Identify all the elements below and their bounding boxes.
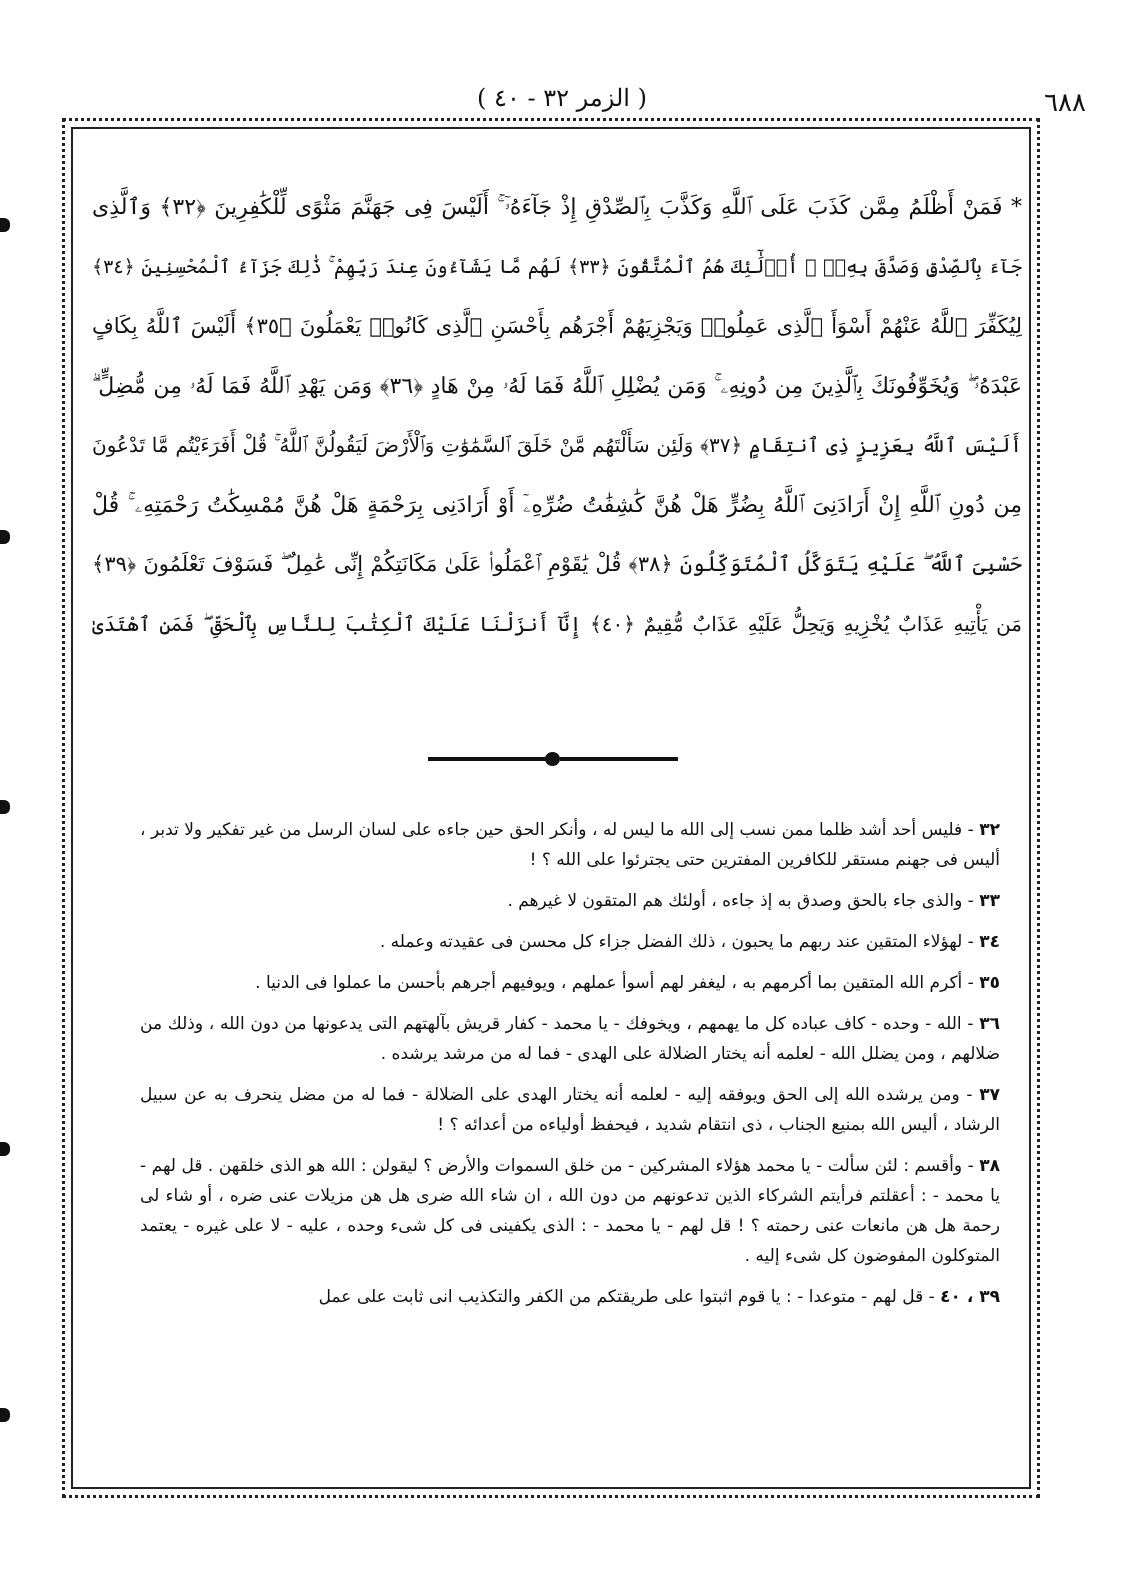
divider-bar-left	[428, 757, 546, 761]
verse-number: ٣٥	[979, 973, 1000, 993]
verse-number: ٣٤	[979, 932, 1000, 952]
quran-line: حَسْبِىَ ٱللَّهُ ۖ عَلَيْهِ يَتَوَكَّلُ ٱلْمُتَوَكِّلُونَ ﴿٣٨﴾ قُلْ يَٰقَوْمِ ٱعْمَلُوا۟ عَلَىٰ مَكَانَتِكُمْ إِنِّى عَٰمِلٌ ۖ فَسَوْفَ تَعْلَمُونَ ﴿٣٩﴾	[92, 552, 1022, 576]
verse-number: ٣٦	[979, 1014, 1000, 1034]
quran-text-block	[92, 178, 1022, 654]
tafsir-paragraph: ٣٣ - والذى جاء بالحق وصدق به إذ جاءه ، أولئك هم المتقون لا غيرهم .	[507, 891, 1000, 911]
binding-mark-icon	[0, 218, 10, 232]
tafsir-text: الله - وحده - كاف عباده كل ما يهمهم ، ويخوفك - يا محمد - كفار قريش بآلهتهم التى يدعونها من دون الله ، وذلك من ضلالهم ، ومن يضلل الله - لعلمه أنه يختار الضلالة على الهدى - فما له من مرشد يرشده .	[140, 1014, 1000, 1064]
quran-line: أَلَيْسَ ٱللَّهُ بِعَزِيزٍ ذِى ٱنتِقَامٍ ﴿٣٧﴾ وَلَئِن سَأَلْتَهُم مَّنْ خَلَقَ ٱلسَّمَٰوَٰتِ وَٱلْأَرْضَ لَيَقُولُنَّ ٱللَّهُ ۚ قُلْ أَفَرَءَيْتُم مَّا تَدْعُونَ	[92, 433, 1022, 457]
tafsir-paragraph: ٣٧ - ومن يرشده الله إلى الحق ويوفقه إليه - لعلمه أنه يختار الهدى على الضلالة - فما له من مضل ينحرف به عن سبيل الرشاد ، أليس الله بمنيع الجناب ، ذى انتقام شديد ، فيحفظ أولياءه من أعدائه ؟ !	[140, 1085, 1000, 1135]
surah-header: ( الزمر ٣٢ - ٤٠ )	[477, 84, 647, 112]
verse-number: ٣٩ ، ٤٠	[940, 1287, 1000, 1307]
tafsir-paragraph: ٣٥ - أكرم الله المتقين بما أكرمهم به ، ليغفر لهم أسوأ عملهم ، ويوفيهم أجرهم بأحسن ما عملوا فى الدنيا .	[255, 973, 1000, 993]
binding-mark-icon	[0, 1142, 10, 1156]
tafsir-paragraph: ٣٢ - فليس أحد أشد ظلما ممن نسب إلى الله ما ليس له ، وأنكر الحق حين جاءه على لسان الرسل من غير تفكير ولا تدبر ، أليس فى جهنم مستقر للكافرين المفترين حتى يجترئوا على الله ؟ !	[140, 820, 1000, 870]
tafsir-text: ومن يرشده الله إلى الحق ويوفقه إليه - لعلمه أنه يختار الهدى على الضلالة - فما له من مضل ينحرف به عن سبيل الرشاد ، أليس الله بمنيع الجناب ، ذى انتقام شديد ، فيحفظ أولياءه من أعدائه ؟ !	[140, 1085, 1000, 1135]
tafsir-text: فليس أحد أشد ظلما ممن نسب إلى الله ما ليس له ، وأنكر الحق حين جاءه على لسان الرسل من غير تفكير ولا تدبر ، أليس فى جهنم مستقر للكافرين المفترين حتى يجترئوا على الله ؟ !	[140, 820, 1000, 870]
tafsir-block	[140, 815, 1000, 1323]
tafsir-text: وأقسم : لئن سألت - يا محمد هؤلاء المشركين - من خلق السموات والأرض ؟ ليقولن : الله هو الذى خلقهن . قل لهم - يا محمد - : أعقلتم فرأيتم الشركاء الذين تدعونهم من دون الله ، ان شاء الله ضرى هل هن مزيلات عنى ضره ، أو شاء لى رحمة هل هن مانعات عنى رحمته ؟ ! قل لهم - يا محمد - : الذى يكفينى فى كل شىء وحده ، عليه - لا على غيره - يعتمد المتوكلون المفوضون كل شىء إليه .	[140, 1156, 1000, 1266]
verse-number: ٣٢	[979, 820, 1000, 840]
tafsir-paragraph: ٣٩ ، ٤٠ - قل لهم - متوعدا - : يا قوم اثبتوا على طريقتكم من الكفر والتكذيب انى ثابت على عمل	[318, 1287, 1000, 1307]
quran-line: عَبْدَهُۥ ۖ وَيُخَوِّفُونَكَ بِٱلَّذِينَ مِن دُونِهِۦ ۚ وَمَن يُضْلِلِ ٱللَّهُ فَمَا لَهُۥ مِنْ هَادٍ ﴿٣٦﴾ وَمَن يَهْدِ ٱللَّهُ فَمَا لَهُۥ مِن مُّضِلٍّ ۗ	[92, 373, 1022, 399]
binding-mark-icon	[0, 1408, 10, 1422]
verse-number: ٣٧	[979, 1085, 1000, 1105]
tafsir-text: لهؤلاء المتقين عند ربهم ما يحبون ، ذلك الفضل جزاء كل محسن فى عقيدته وعمله .	[379, 932, 963, 952]
quran-line: مِن دُونِ ٱللَّهِ إِنْ أَرَادَنِىَ ٱللَّهُ بِضُرٍّ هَلْ هُنَّ كَٰشِفَٰتُ ضُرِّهِۦٓ أَوْ أَرَادَنِى بِرَحْمَةٍ هَلْ هُنَّ مُمْسِكَٰتُ رَحْمَتِهِۦ ۚ قُلْ	[92, 492, 1022, 518]
quran-line: جَآءَ بِٱلصِّدْقِ وَصَدَّقَ بِهِۦٓ ۙ أُو۟لَٰٓئِكَ هُمُ ٱلْمُتَّقُونَ ﴿٣٣﴾ لَهُم مَّا يَشَآءُونَ عِندَ رَبِّهِمْ ۚ ذَٰلِكَ جَزَآءُ ٱلْمُحْسِنِينَ ﴿٣٤﴾	[92, 255, 1022, 278]
quran-line: لِيُكَفِّرَ ٱللَّهُ عَنْهُمْ أَسْوَأَ ٱلَّذِى عَمِلُوا۟ وَيَجْزِيَهُمْ أَجْرَهُم بِأَحْسَنِ ٱلَّذِى كَانُوا۟ يَعْمَلُونَ ﴿٣٥﴾ أَلَيْسَ ٱللَّهُ بِكَافٍ	[92, 314, 1022, 338]
tafsir-text: والذى جاء بالحق وصدق به إذ جاءه ، أولئك هم المتقون لا غيرهم .	[507, 891, 963, 911]
section-divider	[428, 752, 678, 766]
page-number: ٦٨٨	[1044, 88, 1086, 118]
divider-bar-right	[560, 757, 678, 761]
tafsir-paragraph: ٣٦ - الله - وحده - كاف عباده كل ما يهمهم ، ويخوفك - يا محمد - كفار قريش بآلهتهم التى يدعونها من دون الله ، وذلك من ضلالهم ، ومن يضلل الله - لعلمه أنه يختار الضلالة على الهدى - فما له من مرشد يرشده .	[140, 1014, 1000, 1064]
binding-mark-icon	[0, 800, 10, 814]
tafsir-paragraph: ٣٨ - وأقسم : لئن سألت - يا محمد هؤلاء المشركين - من خلق السموات والأرض ؟ ليقولن : الله هو الذى خلقهن . قل لهم - يا محمد - : أعقلتم فرأيتم الشركاء الذين تدعونهم من دون الله ، ان شاء الله ضرى هل هن مزيلات عنى ضره ، أو شاء لى رحمة هل هن مانعات عنى رحمته ؟ ! قل لهم - يا محمد - : الذى يكفينى فى كل شىء وحده ، عليه - لا على غيره - يعتمد المتوكلون المفوضون كل شىء إليه .	[140, 1156, 1000, 1266]
binding-mark-icon	[0, 530, 10, 544]
verse-number: ٣٣	[979, 891, 1000, 911]
quran-line: * فَمَنْ أَظْلَمُ مِمَّن كَذَبَ عَلَى ٱللَّهِ وَكَذَّبَ بِٱلصِّدْقِ إِذْ جَآءَهُۥٓ ۚ أَلَيْسَ فِى جَهَنَّمَ مَثْوًى لِّلْكَٰفِرِينَ ﴿٣٢﴾ وَٱلَّذِى	[92, 195, 1022, 220]
tafsir-paragraph: ٣٤ - لهؤلاء المتقين عند ربهم ما يحبون ، ذلك الفضل جزاء كل محسن فى عقيدته وعمله .	[379, 932, 1000, 952]
verse-number: ٣٨	[979, 1156, 1000, 1176]
tafsir-text: قل لهم - متوعدا - : يا قوم اثبتوا على طريقتكم من الكفر والتكذيب انى ثابت على عمل	[318, 1287, 924, 1307]
quran-line: مَن يَأْتِيهِ عَذَابٌ يُخْزِيهِ وَيَحِلُّ عَلَيْهِ عَذَابٌ مُّقِيمٌ ﴿٤٠﴾ إِنَّآ أَنزَلْنَا عَلَيْكَ ٱلْكِتَٰبَ لِلنَّاسِ بِٱلْحَقِّ ۖ فَمَنِ ٱهْتَدَىٰ	[92, 611, 1022, 636]
divider-dot-icon	[545, 752, 560, 766]
tafsir-text: أكرم الله المتقين بما أكرمهم به ، ليغفر لهم أسوأ عملهم ، ويوفيهم أجرهم بأحسن ما عملوا فى الدنيا .	[255, 973, 963, 993]
